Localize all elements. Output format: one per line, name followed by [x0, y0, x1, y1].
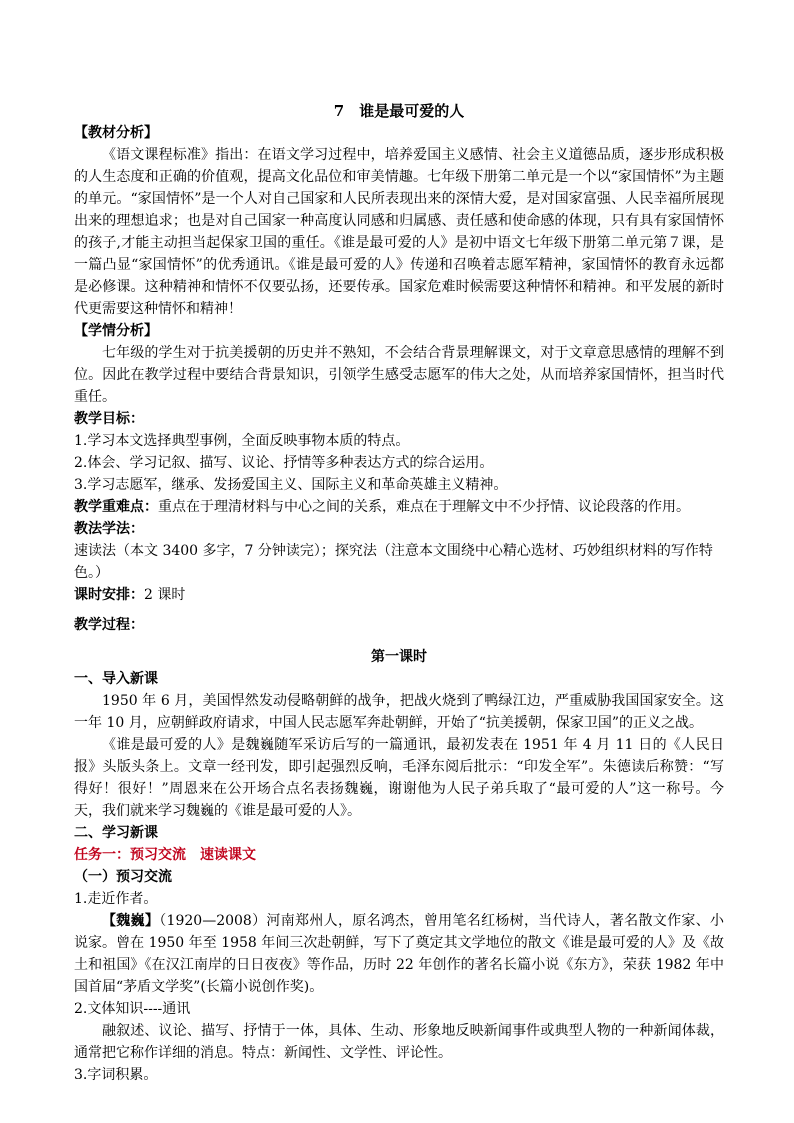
methods-text: 速读法（本文 3400 多字，7 分钟读完）；探究法（注意本文围绕中心精心选材、巧妙组织材料的写作特色。） [74, 543, 713, 581]
student-analysis-heading: 【学情分析】 [74, 323, 158, 339]
genre-text: 融叙述、议论、描写、抒情于一体，具体、生动、形象地反映新闻事件或典型人物的一种新闻体裁，通常把它称作详细的消息。特点：新闻性、文学性、评论性。 [74, 1023, 724, 1061]
class-hours-text: 2 课时 [144, 587, 186, 603]
author-text: （1920—2008）河南郑州人，原名鸿杰，曾用笔名红杨树，当代诗人，著名散文作家、小说家。曾在 1950 年至 1958 年间三次赴朝鲜，写下了奠定其文学地位的散文《谁是最可爱的人》及《故土和祖国》《在汉江南岸的日日夜夜》等作品，历时 22 年创作的著名长篇小说《东方》，荣获 1982 年中国首届“茅盾文学奖”(长篇小说创作奖)。 [74, 913, 725, 995]
class-hours-line [74, 584, 724, 606]
task-one-heading: 任务一：预习交流 速读课文 [74, 847, 256, 863]
teaching-goal-item: 1.学习本文选择典型事例，全面反映事物本质的特点。 [74, 433, 410, 449]
intro-heading: 一、导入新课 [74, 671, 158, 687]
teaching-process-heading: 教学过程： [74, 617, 144, 633]
genre-heading: 2.文体知识----通讯 [74, 1001, 191, 1017]
intro-paragraph: 1950 年 6 月，美国悍然发动侵略朝鲜的战争，把战火烧到了鸭绿江边，严重威胁我国国家安全。这一年 10 月，应朝鲜政府请求，中国人民志愿军奔赴朝鲜，开始了“抗美援朝，保家卫国”的正义之战。 [74, 693, 724, 731]
learn-heading: 二、学习新课 [74, 825, 158, 841]
methods-heading: 教法学法： [74, 521, 144, 537]
page-title: 7 谁是最可爱的人 [333, 102, 465, 120]
teaching-goal-item: 2.体会、学习记叙、描写、议论、抒情等多种表达方式的综合运用。 [74, 455, 494, 471]
author-name: 【魏巍】 [102, 913, 160, 929]
key-points-text: 重点在于理清材料与中心之间的关系，难点在于理解文中不少抒情、议论段落的作用。 [158, 499, 690, 515]
student-analysis-text: 七年级的学生对于抗美援朝的历史并不熟知，不会结合背景理解课文，对于文章意思感情的理解不到位。因此在教学过程中要结合背景知识，引领学生感受志愿军的伟大之处，从而培养家国情怀，担当时代重任。 [74, 345, 724, 405]
intro-paragraph: 《谁是最可爱的人》是魏巍随军采访后写的一篇通讯，最初发表在 1951 年 4 月 11 日的《人民日报》头版头条上。文章一经刊发，即引起强烈反响，毛泽东阅后批示：“印发全军”。朱德读后称赞：“写得好！很好！”周恩来在公开场合点名表扬魏巍，谢谢他为人民子弟兵取了“最可爱的人”这一称号。今天，我们就来学习魏巍的《谁是最可爱的人》。 [74, 737, 724, 819]
author-heading: 1.走近作者。 [74, 891, 158, 907]
document-content [74, 100, 724, 1086]
key-points-label: 教学重难点： [74, 499, 158, 515]
author-paragraph [74, 910, 724, 998]
material-analysis-text: 《语文课程标准》指出：在语文学习过程中，培养爱国主义感情、社会主义道德品质，逐步形成积极的人生态度和正确的价值观，提高文化品位和审美情趣。七年级下册第二单元是一个以“家国情怀”为主题的单元。“家国情怀”是一个人对自己国家和人民所表现出来的深情大爱，是对国家富强、人民幸福所展现出来的理想追求；也是对自己国家一种高度认同感和归属感、责任感和使命感的体现，只有具有家国情怀的孩子,才能主动担当起保家卫国的重任。《谁是最可爱的人》是初中语文七年级下册第二单元第７课，是一篇凸显“家国情怀”的优秀通讯。《谁是最可爱的人》传递和召唤着志愿军精神，家国情怀的教育永远都是必修课。这种精神和情怀不仅要弘扬，还要传承。国家危难时候需要这种情怀和精神。和平发展的新时代更需要这种情怀和精神！ [74, 147, 724, 317]
lesson-title: 第一课时 [371, 649, 427, 665]
vocabulary-heading: 3.字词积累。 [74, 1067, 158, 1083]
preview-subheading: （一）预习交流 [74, 869, 172, 885]
teaching-goal-item: 3.学习志愿军，继承、发扬爱国主义、国际主义和革命英雄主义精神。 [74, 477, 508, 493]
teaching-goals-heading: 教学目标： [74, 411, 144, 427]
material-analysis-heading: 【教材分析】 [74, 125, 158, 141]
class-hours-label: 课时安排： [74, 587, 144, 603]
key-points-line [74, 496, 724, 518]
